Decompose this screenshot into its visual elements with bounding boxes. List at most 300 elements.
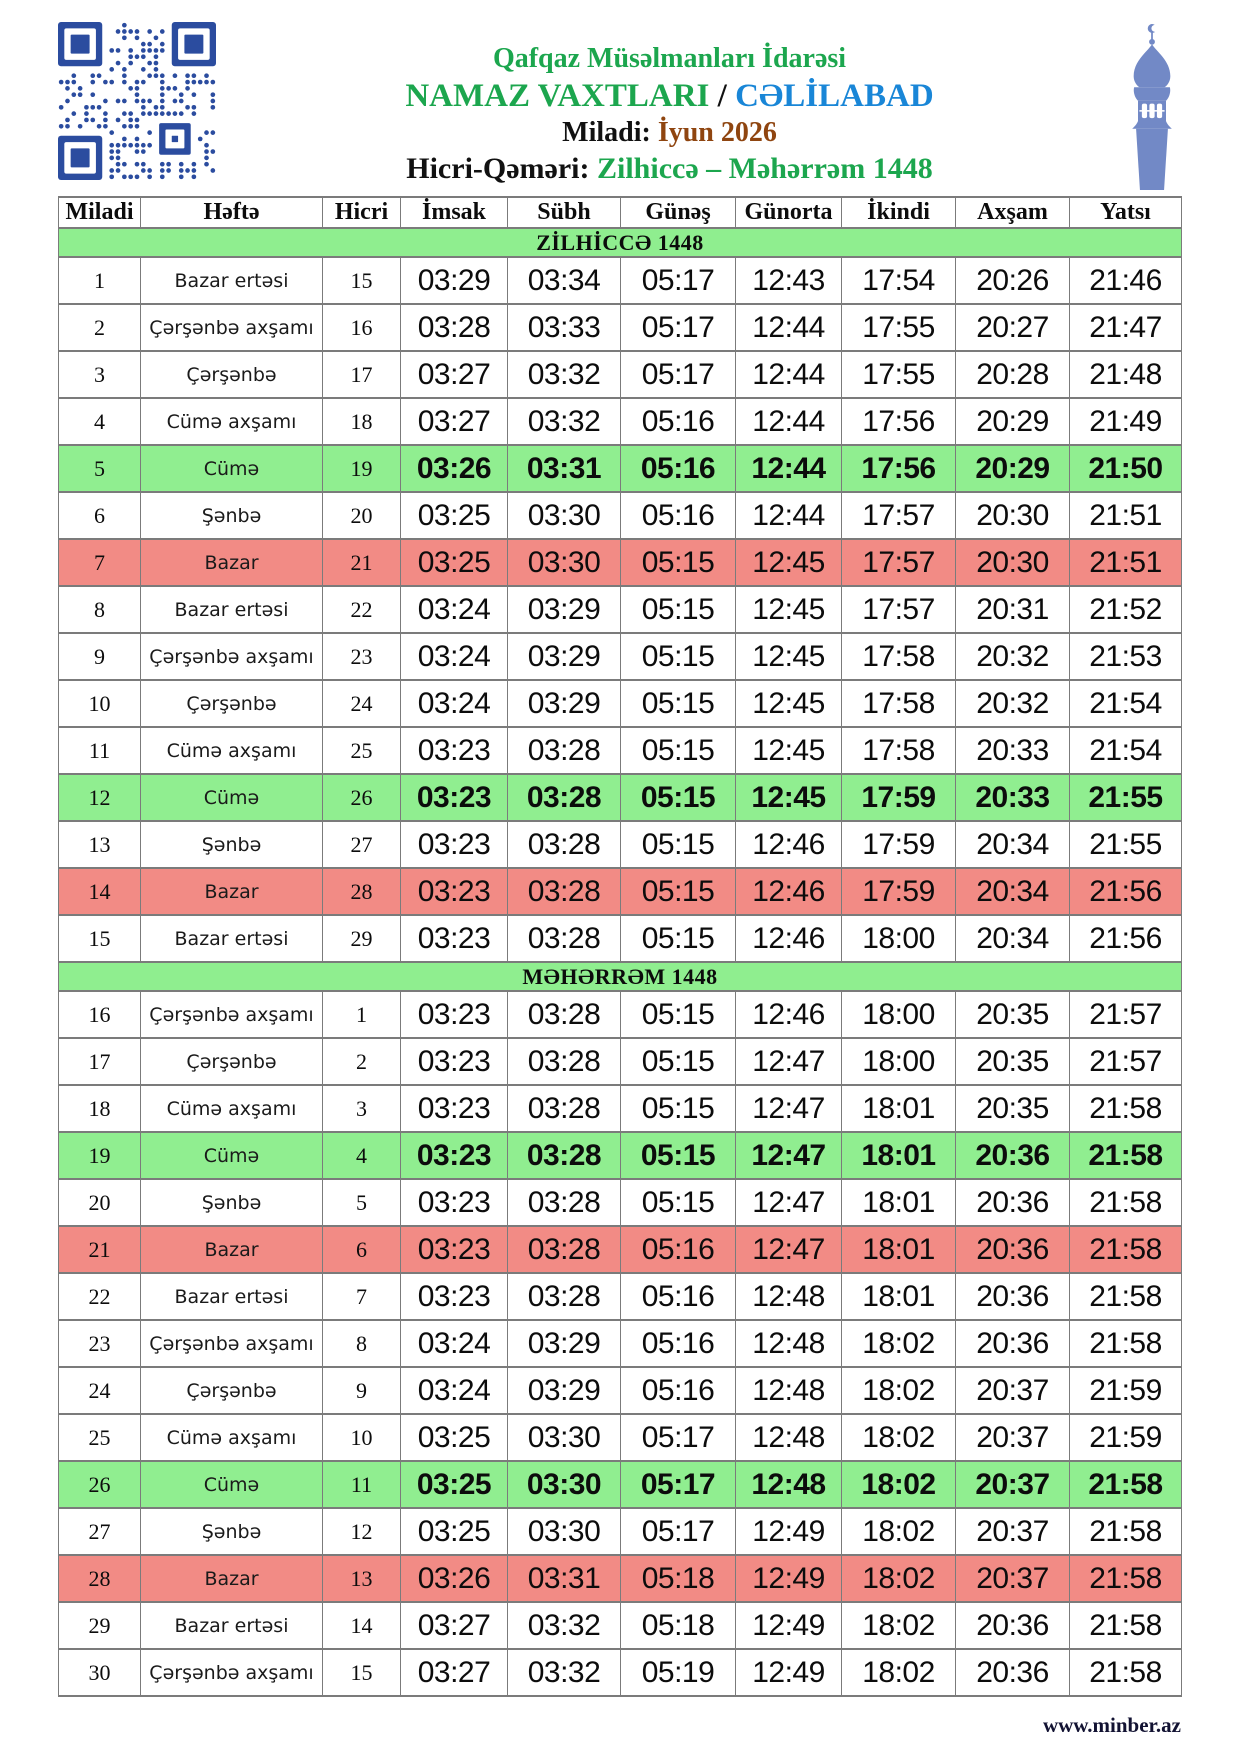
cell-time: 03:23 — [401, 774, 508, 821]
miladi-value: İyun 2026 — [657, 117, 777, 149]
cell-time: 03:28 — [508, 821, 621, 868]
cell-time: 12:48 — [736, 1414, 842, 1461]
table-row — [59, 727, 1182, 774]
cell-time: 12:45 — [736, 586, 842, 633]
cell-time: 21:53 — [1070, 633, 1182, 680]
cell-time: 05:15 — [621, 633, 736, 680]
table-row — [59, 539, 1182, 586]
cell-time: 03:24 — [401, 1367, 508, 1414]
cell-time: 20:35 — [956, 1085, 1070, 1132]
cell-time: 03:23 — [401, 868, 508, 915]
table-row — [59, 991, 1182, 1038]
table-row — [59, 1508, 1182, 1555]
cell-time: 20:36 — [956, 1179, 1070, 1226]
cell-time: 03:23 — [401, 727, 508, 774]
table-row — [59, 1273, 1182, 1320]
table-row — [59, 398, 1182, 445]
cell-time: 12:45 — [736, 539, 842, 586]
cell-time: 03:28 — [508, 1038, 621, 1085]
cell-time: 21:54 — [1070, 727, 1182, 774]
table-row — [59, 915, 1182, 962]
cell-hicri: 18 — [323, 398, 401, 445]
cell-time: 20:37 — [956, 1508, 1070, 1555]
cell-hicri: 17 — [323, 351, 401, 398]
cell-time: 12:46 — [736, 821, 842, 868]
cell-time: 21:55 — [1070, 774, 1182, 821]
cell-hicri: 3 — [323, 1085, 401, 1132]
cell-time: 18:00 — [842, 1038, 956, 1085]
cell-time: 03:25 — [401, 1414, 508, 1461]
cell-time: 03:25 — [401, 539, 508, 586]
cell-time: 03:28 — [508, 727, 621, 774]
cell-time: 21:58 — [1070, 1320, 1182, 1367]
cell-time: 18:01 — [842, 1132, 956, 1179]
cell-weekday: Çərşənbə — [141, 1038, 323, 1085]
cell-time: 05:15 — [621, 915, 736, 962]
cell-weekday: Çərşənbə axşamı — [141, 304, 323, 351]
title-namaz: NAMAZ VAXTLARI — [405, 78, 710, 115]
cell-hicri: 25 — [323, 727, 401, 774]
page-header — [58, 18, 1181, 194]
cell-miladi: 11 — [59, 727, 141, 774]
cell-time: 21:58 — [1070, 1508, 1182, 1555]
cell-hicri: 7 — [323, 1273, 401, 1320]
cell-miladi: 6 — [59, 492, 141, 539]
cell-weekday: Şənbə — [141, 1508, 323, 1555]
cell-hicri: 29 — [323, 915, 401, 962]
title-block — [216, 18, 1123, 187]
cell-time: 12:47 — [736, 1179, 842, 1226]
cell-time: 21:58 — [1070, 1602, 1182, 1649]
table-row — [59, 1414, 1182, 1461]
cell-miladi: 19 — [59, 1132, 141, 1179]
cell-weekday: Cümə — [141, 774, 323, 821]
cell-time: 17:57 — [842, 539, 956, 586]
cell-time: 03:26 — [401, 1555, 508, 1602]
cell-weekday: Çərşənbə axşamı — [141, 633, 323, 680]
cell-time: 05:17 — [621, 304, 736, 351]
cell-time: 21:58 — [1070, 1461, 1182, 1508]
cell-time: 21:50 — [1070, 445, 1182, 492]
hicri-value: Zilhiccə – Məhərrəm 1448 — [597, 151, 933, 185]
cell-time: 17:56 — [842, 398, 956, 445]
cell-time: 05:15 — [621, 1038, 736, 1085]
table-row — [59, 868, 1182, 915]
table-row — [59, 1602, 1182, 1649]
cell-time: 03:27 — [401, 351, 508, 398]
cell-hicri: 15 — [323, 1649, 401, 1696]
cell-time: 03:23 — [401, 821, 508, 868]
cell-time: 12:49 — [736, 1649, 842, 1696]
cell-miladi: 21 — [59, 1226, 141, 1273]
cell-time: 12:47 — [736, 1085, 842, 1132]
cell-time: 03:24 — [401, 680, 508, 727]
cell-time: 12:46 — [736, 915, 842, 962]
table-row — [59, 445, 1182, 492]
cell-time: 12:47 — [736, 1226, 842, 1273]
cell-weekday: Cümə — [141, 1132, 323, 1179]
cell-time: 18:01 — [842, 1085, 956, 1132]
cell-time: 05:15 — [621, 1179, 736, 1226]
cell-time: 05:16 — [621, 1367, 736, 1414]
cell-time: 03:30 — [508, 1461, 621, 1508]
cell-time: 12:44 — [736, 398, 842, 445]
cell-weekday: Cümə axşamı — [141, 1085, 323, 1132]
table-row — [59, 586, 1182, 633]
cell-time: 12:44 — [736, 492, 842, 539]
cell-time: 03:24 — [401, 586, 508, 633]
cell-time: 03:28 — [508, 1226, 621, 1273]
cell-time: 05:15 — [621, 680, 736, 727]
cell-miladi: 24 — [59, 1367, 141, 1414]
cell-time: 03:29 — [508, 586, 621, 633]
cell-time: 17:58 — [842, 727, 956, 774]
column-header: Yatsı — [1070, 197, 1182, 228]
cell-time: 03:28 — [401, 304, 508, 351]
cell-hicri: 21 — [323, 539, 401, 586]
cell-time: 03:23 — [401, 915, 508, 962]
cell-weekday: Çərşənbə axşamı — [141, 991, 323, 1038]
cell-time: 03:29 — [508, 1367, 621, 1414]
cell-hicri: 10 — [323, 1414, 401, 1461]
cell-time: 03:32 — [508, 1602, 621, 1649]
cell-time: 20:34 — [956, 868, 1070, 915]
prayer-table-body — [59, 228, 1182, 1696]
cell-weekday: Bazar ertəsi — [141, 915, 323, 962]
cell-time: 21:58 — [1070, 1132, 1182, 1179]
cell-time: 20:36 — [956, 1320, 1070, 1367]
cell-weekday: Çərşənbə axşamı — [141, 1649, 323, 1696]
cell-time: 05:15 — [621, 991, 736, 1038]
cell-time: 03:23 — [401, 1085, 508, 1132]
cell-hicri: 6 — [323, 1226, 401, 1273]
cell-time: 18:02 — [842, 1414, 956, 1461]
cell-time: 05:16 — [621, 1273, 736, 1320]
cell-time: 12:48 — [736, 1273, 842, 1320]
cell-time: 03:25 — [401, 1461, 508, 1508]
cell-time: 21:55 — [1070, 821, 1182, 868]
cell-time: 18:02 — [842, 1602, 956, 1649]
cell-miladi: 14 — [59, 868, 141, 915]
cell-time: 03:31 — [508, 1555, 621, 1602]
cell-time: 12:49 — [736, 1555, 842, 1602]
cell-time: 03:24 — [401, 1320, 508, 1367]
cell-time: 03:31 — [508, 445, 621, 492]
page-title — [216, 76, 1123, 116]
table-row — [59, 1649, 1182, 1696]
cell-miladi: 8 — [59, 586, 141, 633]
miladi-line — [216, 116, 1123, 150]
cell-time: 20:36 — [956, 1132, 1070, 1179]
cell-hicri: 8 — [323, 1320, 401, 1367]
cell-time: 03:34 — [508, 257, 621, 304]
cell-time: 05:17 — [621, 1461, 736, 1508]
cell-time: 17:55 — [842, 304, 956, 351]
cell-weekday: Cümə — [141, 445, 323, 492]
cell-time: 21:48 — [1070, 351, 1182, 398]
cell-time: 21:52 — [1070, 586, 1182, 633]
cell-time: 12:45 — [736, 774, 842, 821]
footer-website: www.minber.az — [1042, 1713, 1181, 1737]
cell-hicri: 1 — [323, 991, 401, 1038]
cell-miladi: 5 — [59, 445, 141, 492]
organization-title: Qafqaz Müsəlmanları İdarəsi — [492, 43, 847, 74]
title-city: CƏLİLABAD — [735, 78, 934, 115]
cell-miladi: 30 — [59, 1649, 141, 1696]
cell-time: 03:30 — [508, 1414, 621, 1461]
cell-time: 03:30 — [508, 539, 621, 586]
column-header: İkindi — [842, 197, 956, 228]
cell-time: 05:17 — [621, 1508, 736, 1555]
cell-weekday: Cümə axşamı — [141, 398, 323, 445]
cell-weekday: Şənbə — [141, 821, 323, 868]
cell-time: 05:15 — [621, 539, 736, 586]
cell-time: 17:57 — [842, 586, 956, 633]
cell-miladi: 10 — [59, 680, 141, 727]
cell-weekday: Çərşənbə axşamı — [141, 1320, 323, 1367]
cell-time: 20:37 — [956, 1414, 1070, 1461]
cell-time: 17:59 — [842, 868, 956, 915]
cell-time: 20:36 — [956, 1226, 1070, 1273]
cell-time: 20:36 — [956, 1649, 1070, 1696]
cell-time: 20:30 — [956, 539, 1070, 586]
cell-weekday: Bazar — [141, 539, 323, 586]
cell-time: 20:29 — [956, 445, 1070, 492]
cell-time: 12:44 — [736, 304, 842, 351]
cell-time: 05:15 — [621, 821, 736, 868]
cell-time: 03:28 — [508, 915, 621, 962]
cell-time: 18:01 — [842, 1273, 956, 1320]
section-header-row — [59, 962, 1182, 991]
cell-miladi: 20 — [59, 1179, 141, 1226]
cell-hicri: 23 — [323, 633, 401, 680]
cell-time: 20:34 — [956, 821, 1070, 868]
cell-time: 20:27 — [956, 304, 1070, 351]
cell-miladi: 13 — [59, 821, 141, 868]
cell-time: 05:16 — [621, 445, 736, 492]
cell-hicri: 4 — [323, 1132, 401, 1179]
cell-time: 12:47 — [736, 1132, 842, 1179]
cell-time: 03:30 — [508, 1508, 621, 1555]
cell-time: 21:49 — [1070, 398, 1182, 445]
hicri-label: Hicri-Qəməri: — [406, 151, 597, 185]
cell-miladi: 25 — [59, 1414, 141, 1461]
cell-time: 21:58 — [1070, 1649, 1182, 1696]
cell-miladi: 3 — [59, 351, 141, 398]
cell-time: 12:48 — [736, 1320, 842, 1367]
table-row — [59, 304, 1182, 351]
column-header: Günorta — [736, 197, 842, 228]
cell-time: 17:59 — [842, 821, 956, 868]
cell-time: 03:28 — [508, 1273, 621, 1320]
cell-time: 12:49 — [736, 1602, 842, 1649]
cell-time: 12:44 — [736, 351, 842, 398]
cell-weekday: Şənbə — [141, 1179, 323, 1226]
column-header: İmsak — [401, 197, 508, 228]
cell-time: 21:54 — [1070, 680, 1182, 727]
cell-time: 03:28 — [508, 774, 621, 821]
cell-weekday: Cümə axşamı — [141, 1414, 323, 1461]
cell-hicri: 11 — [323, 1461, 401, 1508]
cell-miladi: 18 — [59, 1085, 141, 1132]
cell-time: 05:15 — [621, 774, 736, 821]
table-row — [59, 1085, 1182, 1132]
cell-time: 03:23 — [401, 1179, 508, 1226]
cell-time: 03:23 — [401, 1038, 508, 1085]
cell-time: 05:16 — [621, 492, 736, 539]
cell-miladi: 26 — [59, 1461, 141, 1508]
cell-time: 21:58 — [1070, 1179, 1182, 1226]
column-header: Axşam — [956, 197, 1070, 228]
cell-time: 21:47 — [1070, 304, 1182, 351]
cell-time: 18:02 — [842, 1649, 956, 1696]
title-separator: / — [709, 78, 736, 115]
cell-time: 05:19 — [621, 1649, 736, 1696]
cell-hicri: 26 — [323, 774, 401, 821]
cell-miladi: 15 — [59, 915, 141, 962]
table-row — [59, 1320, 1182, 1367]
cell-weekday: Bazar ertəsi — [141, 1273, 323, 1320]
cell-time: 17:57 — [842, 492, 956, 539]
cell-time: 18:02 — [842, 1367, 956, 1414]
cell-time: 17:58 — [842, 680, 956, 727]
cell-time: 03:32 — [508, 351, 621, 398]
cell-hicri: 22 — [323, 586, 401, 633]
cell-time: 05:16 — [621, 398, 736, 445]
cell-time: 20:37 — [956, 1555, 1070, 1602]
cell-time: 05:15 — [621, 1132, 736, 1179]
cell-time: 20:29 — [956, 398, 1070, 445]
cell-miladi: 28 — [59, 1555, 141, 1602]
cell-hicri: 27 — [323, 821, 401, 868]
cell-weekday: Bazar ertəsi — [141, 257, 323, 304]
cell-time: 21:46 — [1070, 257, 1182, 304]
cell-weekday: Bazar — [141, 1226, 323, 1273]
cell-time: 20:35 — [956, 1038, 1070, 1085]
qr-code-icon — [58, 22, 216, 180]
table-row — [59, 1179, 1182, 1226]
cell-time: 20:37 — [956, 1367, 1070, 1414]
cell-weekday: Çərşənbə — [141, 1367, 323, 1414]
cell-time: 20:36 — [956, 1602, 1070, 1649]
section-title: MƏHƏRRƏM 1448 — [59, 962, 1182, 991]
cell-time: 12:45 — [736, 727, 842, 774]
cell-hicri: 14 — [323, 1602, 401, 1649]
cell-miladi: 23 — [59, 1320, 141, 1367]
table-row — [59, 257, 1182, 304]
table-row — [59, 774, 1182, 821]
table-row — [59, 492, 1182, 539]
cell-time: 12:46 — [736, 868, 842, 915]
cell-time: 03:28 — [508, 1085, 621, 1132]
cell-time: 21:58 — [1070, 1555, 1182, 1602]
prayer-times-table — [58, 196, 1182, 1697]
cell-hicri: 28 — [323, 868, 401, 915]
cell-time: 05:17 — [621, 351, 736, 398]
cell-time: 17:55 — [842, 351, 956, 398]
cell-time: 03:28 — [508, 1179, 621, 1226]
cell-time: 03:28 — [508, 991, 621, 1038]
cell-time: 17:59 — [842, 774, 956, 821]
cell-time: 05:16 — [621, 1226, 736, 1273]
cell-miladi: 7 — [59, 539, 141, 586]
column-header: Sübh — [508, 197, 621, 228]
cell-time: 03:26 — [401, 445, 508, 492]
cell-time: 12:49 — [736, 1508, 842, 1555]
cell-time: 05:15 — [621, 868, 736, 915]
cell-time: 12:48 — [736, 1367, 842, 1414]
cell-weekday: Bazar — [141, 1555, 323, 1602]
cell-time: 20:37 — [956, 1461, 1070, 1508]
table-row — [59, 351, 1182, 398]
cell-time: 05:16 — [621, 1320, 736, 1367]
cell-time: 20:36 — [956, 1273, 1070, 1320]
cell-weekday: Çərşənbə — [141, 351, 323, 398]
cell-miladi: 1 — [59, 257, 141, 304]
column-header: Hicri — [323, 197, 401, 228]
cell-time: 18:00 — [842, 915, 956, 962]
cell-hicri: 13 — [323, 1555, 401, 1602]
cell-time: 21:59 — [1070, 1367, 1182, 1414]
cell-miladi: 16 — [59, 991, 141, 1038]
section-header-row — [59, 228, 1182, 257]
cell-time: 12:47 — [736, 1038, 842, 1085]
cell-miladi: 29 — [59, 1602, 141, 1649]
cell-weekday: Bazar ertəsi — [141, 1602, 323, 1649]
cell-time: 21:51 — [1070, 492, 1182, 539]
cell-time: 18:01 — [842, 1179, 956, 1226]
cell-time: 12:43 — [736, 257, 842, 304]
cell-time: 03:27 — [401, 1649, 508, 1696]
cell-time: 21:58 — [1070, 1226, 1182, 1273]
cell-time: 20:35 — [956, 991, 1070, 1038]
cell-time: 03:29 — [508, 1320, 621, 1367]
cell-hicri: 12 — [323, 1508, 401, 1555]
cell-time: 17:56 — [842, 445, 956, 492]
cell-time: 03:30 — [508, 492, 621, 539]
cell-time: 12:45 — [736, 680, 842, 727]
cell-time: 03:27 — [401, 398, 508, 445]
cell-time: 18:02 — [842, 1320, 956, 1367]
cell-time: 05:18 — [621, 1555, 736, 1602]
cell-time: 03:23 — [401, 1226, 508, 1273]
cell-time: 12:45 — [736, 633, 842, 680]
cell-time: 03:25 — [401, 492, 508, 539]
cell-miladi: 4 — [59, 398, 141, 445]
cell-time: 18:02 — [842, 1461, 956, 1508]
cell-hicri: 9 — [323, 1367, 401, 1414]
table-row — [59, 821, 1182, 868]
cell-time: 03:29 — [508, 633, 621, 680]
cell-hicri: 19 — [323, 445, 401, 492]
cell-hicri: 15 — [323, 257, 401, 304]
cell-time: 21:57 — [1070, 1038, 1182, 1085]
cell-miladi: 17 — [59, 1038, 141, 1085]
cell-time: 21:51 — [1070, 539, 1182, 586]
cell-time: 03:29 — [401, 257, 508, 304]
cell-time: 18:00 — [842, 991, 956, 1038]
table-row — [59, 1555, 1182, 1602]
cell-time: 21:56 — [1070, 868, 1182, 915]
cell-time: 17:54 — [842, 257, 956, 304]
column-header-row — [59, 197, 1182, 228]
cell-time: 03:32 — [508, 1649, 621, 1696]
cell-time: 20:31 — [956, 586, 1070, 633]
cell-time: 20:26 — [956, 257, 1070, 304]
cell-time: 18:02 — [842, 1555, 956, 1602]
cell-miladi: 12 — [59, 774, 141, 821]
cell-hicri: 2 — [323, 1038, 401, 1085]
